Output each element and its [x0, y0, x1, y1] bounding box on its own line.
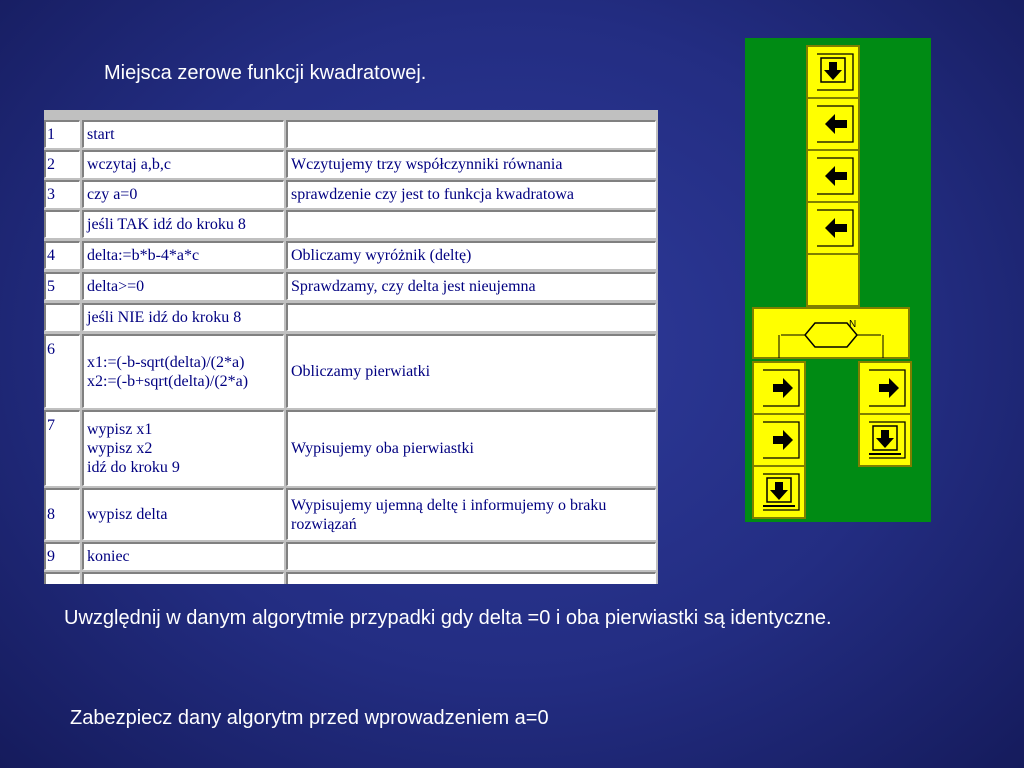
step-number-cell-text: 7	[47, 417, 55, 434]
description-cell	[286, 120, 656, 148]
flow-block	[753, 414, 805, 466]
flow-block	[807, 98, 859, 150]
command-cell	[82, 488, 284, 540]
step-number-cell	[44, 488, 80, 540]
description-cell-text: Wypisujemy oba pierwiastki	[291, 440, 474, 457]
step-number-cell-text: 5	[47, 278, 55, 295]
step-number-cell-text: 6	[47, 341, 55, 358]
command-cell	[82, 120, 284, 148]
step-number-cell	[44, 210, 80, 238]
table-row	[44, 120, 658, 148]
slide-title: Miejsca zerowe funkcji kwadratowej.	[104, 62, 427, 84]
command-cell-text: delta>=0	[87, 278, 145, 295]
step-number-cell	[44, 272, 80, 300]
step-number-cell-text: 8	[47, 506, 55, 523]
step-number-cell	[44, 120, 80, 148]
command-cell-text: delta:=b*b-4*a*c	[87, 247, 200, 264]
command-cell	[82, 334, 284, 408]
command-cell	[82, 241, 284, 269]
command-cell-text: koniec	[87, 548, 130, 565]
command-cell-text: jeśli TAK idź do kroku 8	[87, 216, 246, 233]
step-number-cell	[44, 303, 80, 331]
description-cell-text: Wczytujemy trzy współczynniki równania	[291, 156, 563, 173]
flow-block	[753, 362, 805, 414]
table-row	[44, 572, 658, 584]
branch-label: N	[849, 319, 857, 330]
command-cell	[82, 572, 284, 584]
flow-block	[753, 308, 909, 358]
description-cell	[286, 180, 656, 208]
description-cell-text: Wypisujemy ujemną deltę i informujemy o braku rozwiązań	[291, 496, 607, 533]
table-row	[44, 180, 658, 208]
description-cell	[286, 241, 656, 269]
step-number-cell	[44, 180, 80, 208]
step-number-cell-text: 9	[47, 548, 55, 565]
description-cell	[286, 272, 656, 300]
table-row	[44, 272, 658, 300]
flow-block-box	[807, 254, 859, 306]
flow-block	[807, 202, 859, 254]
step-number-cell-text: 2	[47, 156, 55, 173]
algorithm-table	[44, 110, 658, 584]
description-cell	[286, 150, 656, 178]
command-cell	[82, 180, 284, 208]
step-number-cell	[44, 542, 80, 570]
delta-zero-note: Uwzględnij w danym algorytmie przypadki gdy delta =0 i oba pierwiastki są identyczne.	[64, 607, 832, 629]
table-row	[44, 210, 658, 238]
table-row	[44, 334, 658, 408]
description-cell	[286, 488, 656, 540]
step-number-cell	[44, 334, 80, 408]
description-cell-text: Obliczamy pierwiatki	[291, 363, 431, 380]
step-number-cell	[44, 241, 80, 269]
flow-block	[807, 46, 859, 98]
command-cell-text: wypisz delta	[87, 506, 168, 523]
flowchart-diagram	[745, 38, 931, 522]
flow-block	[807, 150, 859, 202]
table-row	[44, 303, 658, 331]
a-zero-note: Zabezpiecz dany algorytm przed wprowadzeniem a=0	[70, 707, 549, 729]
command-cell	[82, 272, 284, 300]
command-cell	[82, 542, 284, 570]
flow-block	[753, 466, 805, 518]
table-row	[44, 488, 658, 540]
table-row	[44, 241, 658, 269]
command-cell-text: x1:=(-b-sqrt(delta)/(2*a) x2:=(-b+sqrt(delta)/(2*a)	[87, 353, 249, 390]
step-number-cell	[44, 150, 80, 178]
description-cell	[286, 334, 656, 408]
command-cell	[82, 410, 284, 486]
command-cell	[82, 210, 284, 238]
description-cell	[286, 303, 656, 331]
description-cell	[286, 572, 656, 584]
command-cell-text: wypisz x1 wypisz x2 idź do kroku 9	[87, 421, 180, 476]
flow-block	[807, 254, 859, 306]
flowchart-panel	[745, 38, 931, 522]
command-cell	[82, 303, 284, 331]
description-cell	[286, 210, 656, 238]
description-cell-text: Sprawdzamy, czy delta jest nieujemna	[291, 278, 536, 295]
step-number-cell	[44, 572, 80, 584]
table-row	[44, 150, 658, 178]
command-cell	[82, 150, 284, 178]
flow-block	[859, 414, 911, 466]
description-cell-text: Obliczamy wyróżnik (deltę)	[291, 247, 472, 264]
description-cell	[286, 410, 656, 486]
command-cell-text: czy a=0	[87, 186, 138, 203]
command-cell-text: jeśli NIE idź do kroku 8	[87, 309, 242, 326]
table-row	[44, 542, 658, 570]
step-number-cell-text: 1	[47, 126, 55, 143]
step-number-cell-text: 4	[47, 247, 55, 264]
command-cell-text: wczytaj a,b,c	[87, 156, 171, 173]
step-number-cell-text: 3	[47, 186, 55, 203]
description-cell	[286, 542, 656, 570]
flow-block	[859, 362, 911, 414]
table-row	[44, 410, 658, 486]
step-number-cell	[44, 410, 80, 486]
description-cell-text: sprawdzenie czy jest to funkcja kwadratowa	[291, 186, 574, 203]
command-cell-text: start	[87, 126, 115, 143]
